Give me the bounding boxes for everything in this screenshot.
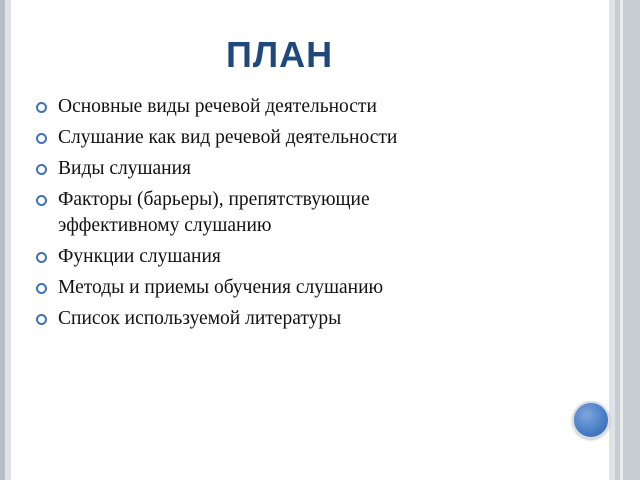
- list-item-text: Методы и приемы обучения слушанию: [58, 277, 384, 298]
- bullet-icon: [36, 133, 47, 144]
- bullet-icon: [36, 283, 47, 294]
- list-item-text: Слушание как вид речевой деятельности: [58, 127, 398, 148]
- right-border-stripe: [615, 0, 640, 480]
- list-item: [36, 306, 596, 332]
- bullet-list: [36, 94, 596, 337]
- list-item-text: Список используемой литературы: [58, 308, 342, 329]
- bullet-icon: [36, 314, 47, 325]
- left-border-highlight: [5, 0, 11, 480]
- bullet-icon: [36, 164, 47, 175]
- list-item-text: Основные виды речевой деятельности: [58, 96, 377, 117]
- bullet-icon: [36, 252, 47, 263]
- list-item-text: Факторы (барьеры), препятствующие эффективному слушанию: [58, 189, 370, 236]
- list-item: [36, 187, 596, 239]
- list-item-text: Виды слушания: [58, 158, 191, 179]
- list-item: [36, 244, 596, 270]
- list-item: [36, 275, 596, 301]
- bullet-icon: [36, 102, 47, 113]
- circle-nav-button-icon[interactable]: [572, 401, 610, 439]
- right-border-line: [620, 0, 623, 480]
- slide-title: ПЛАН: [226, 34, 334, 75]
- list-item: [36, 94, 596, 120]
- list-item-text: Функции слушания: [58, 246, 221, 267]
- list-item: [36, 125, 596, 151]
- bullet-icon: [36, 195, 47, 206]
- list-item: [36, 156, 596, 182]
